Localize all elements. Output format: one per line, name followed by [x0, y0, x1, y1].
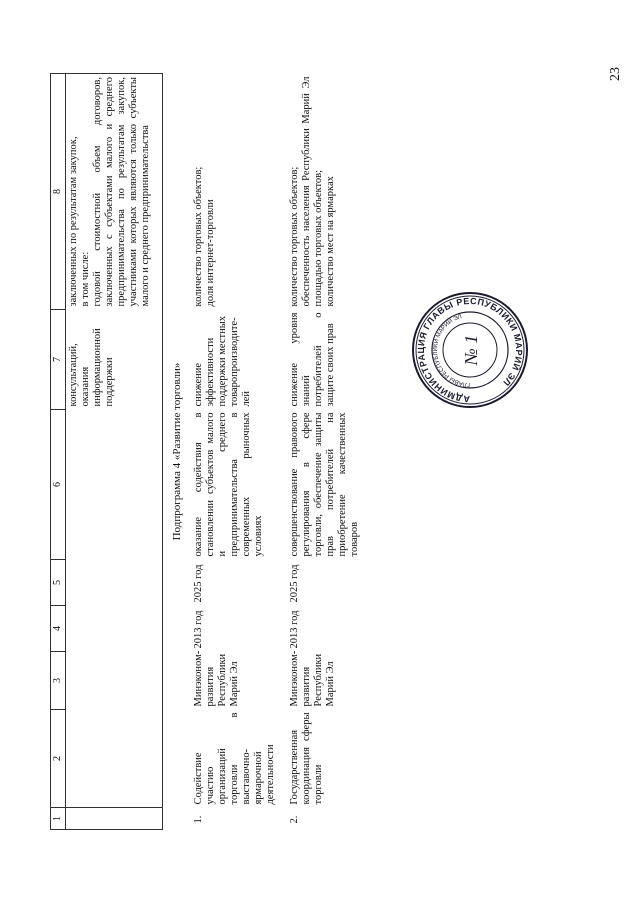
continuation-col8 — [66, 74, 163, 310]
row-end: 2025 год — [289, 564, 300, 603]
continuation-col8-line1: заключенных по результатам закупок, — [68, 136, 79, 307]
page-number: 23 — [608, 67, 623, 81]
row-indicator-line: обеспеченность населения Республики Марий Эл площадью торговых объектов; — [301, 76, 324, 307]
row-executor: Минэконом-развития Республики Марий Эл — [289, 650, 336, 707]
row-indicator-line: доля интернет-торговли — [205, 199, 216, 307]
row-name: Содействие участию организаций торговли в выставочно-ярмарочной деятельности — [193, 712, 276, 805]
row-name: Государственная координация сферы торговли — [289, 712, 324, 805]
table-row — [191, 74, 277, 830]
col-header-7: 7 — [51, 310, 66, 410]
subprogram-title: Подпрограмма 4 «Развитие торговли» — [171, 362, 183, 541]
row-indicator — [277, 74, 361, 310]
row-indicator — [191, 74, 277, 310]
subprogram-row — [163, 74, 192, 830]
col-header-6: 6 — [51, 410, 66, 560]
stamp-number: № 1 — [461, 334, 481, 366]
col-header-8: 8 — [51, 74, 66, 310]
program-table — [50, 73, 361, 830]
row-consequence: снижение эффективности поддержки местных товаропроизводите-лей — [193, 315, 252, 407]
row-consequence: снижение уровня знаний потребителей о защите своих прав — [289, 312, 336, 407]
col-header-3: 3 — [51, 652, 66, 710]
col-header-2: 2 — [51, 710, 66, 808]
row-result: оказание содействия в становлении субъектов малого и среднего предпринимательства в современных рыночных условиях — [193, 412, 264, 557]
col-header-1: 1 — [51, 808, 66, 830]
continuation-col8-line2: в том числе: — [80, 251, 91, 307]
row-number: 2. — [289, 815, 300, 824]
continuation-col8-line3: годовой стоимостной объем договоров, заключенных с субъектами малого и среднего предпринимательства по результатам закупок, участниками которых являются только субъекты малого и среднего предпринимательства — [92, 77, 151, 307]
row-result: совершенствование правового регулирования в сфере торговли, обеспечение защиты прав потребителей на приобретение качественных товаров — [289, 412, 360, 557]
col-header-5: 5 — [51, 560, 66, 606]
row-indicator-line: количество торговых объектов; — [289, 166, 300, 307]
row-indicator-line: количество мест на ярмарках — [325, 176, 336, 307]
continuation-col7: консультаций, оказания информационной поддержки — [66, 310, 163, 410]
stamp-ring-text: АДМИНИСТРАЦИЯ ГЛАВЫ РЕСПУБЛИКИ МАРИЙ ЭЛ — [415, 295, 525, 405]
row-start: 2013 год — [289, 610, 300, 649]
table-row — [277, 74, 361, 830]
official-stamp — [410, 290, 530, 410]
row-start: 2013 год — [193, 610, 204, 649]
row-end: 2025 год — [193, 564, 204, 603]
continuation-row — [66, 74, 163, 830]
stamp-inner-text: ГЛАВЫ РЕСПУБЛИКИ МАРИЙ ЭЛ — [432, 314, 471, 388]
header-row — [51, 74, 66, 830]
row-number: 1. — [193, 815, 204, 824]
row-indicator-line: количество торговых объектов; — [193, 166, 204, 307]
row-executor: Минэконом-развития Республики Марий Эл — [193, 650, 240, 707]
rotated-table-content — [50, 74, 590, 830]
col-header-4: 4 — [51, 606, 66, 652]
